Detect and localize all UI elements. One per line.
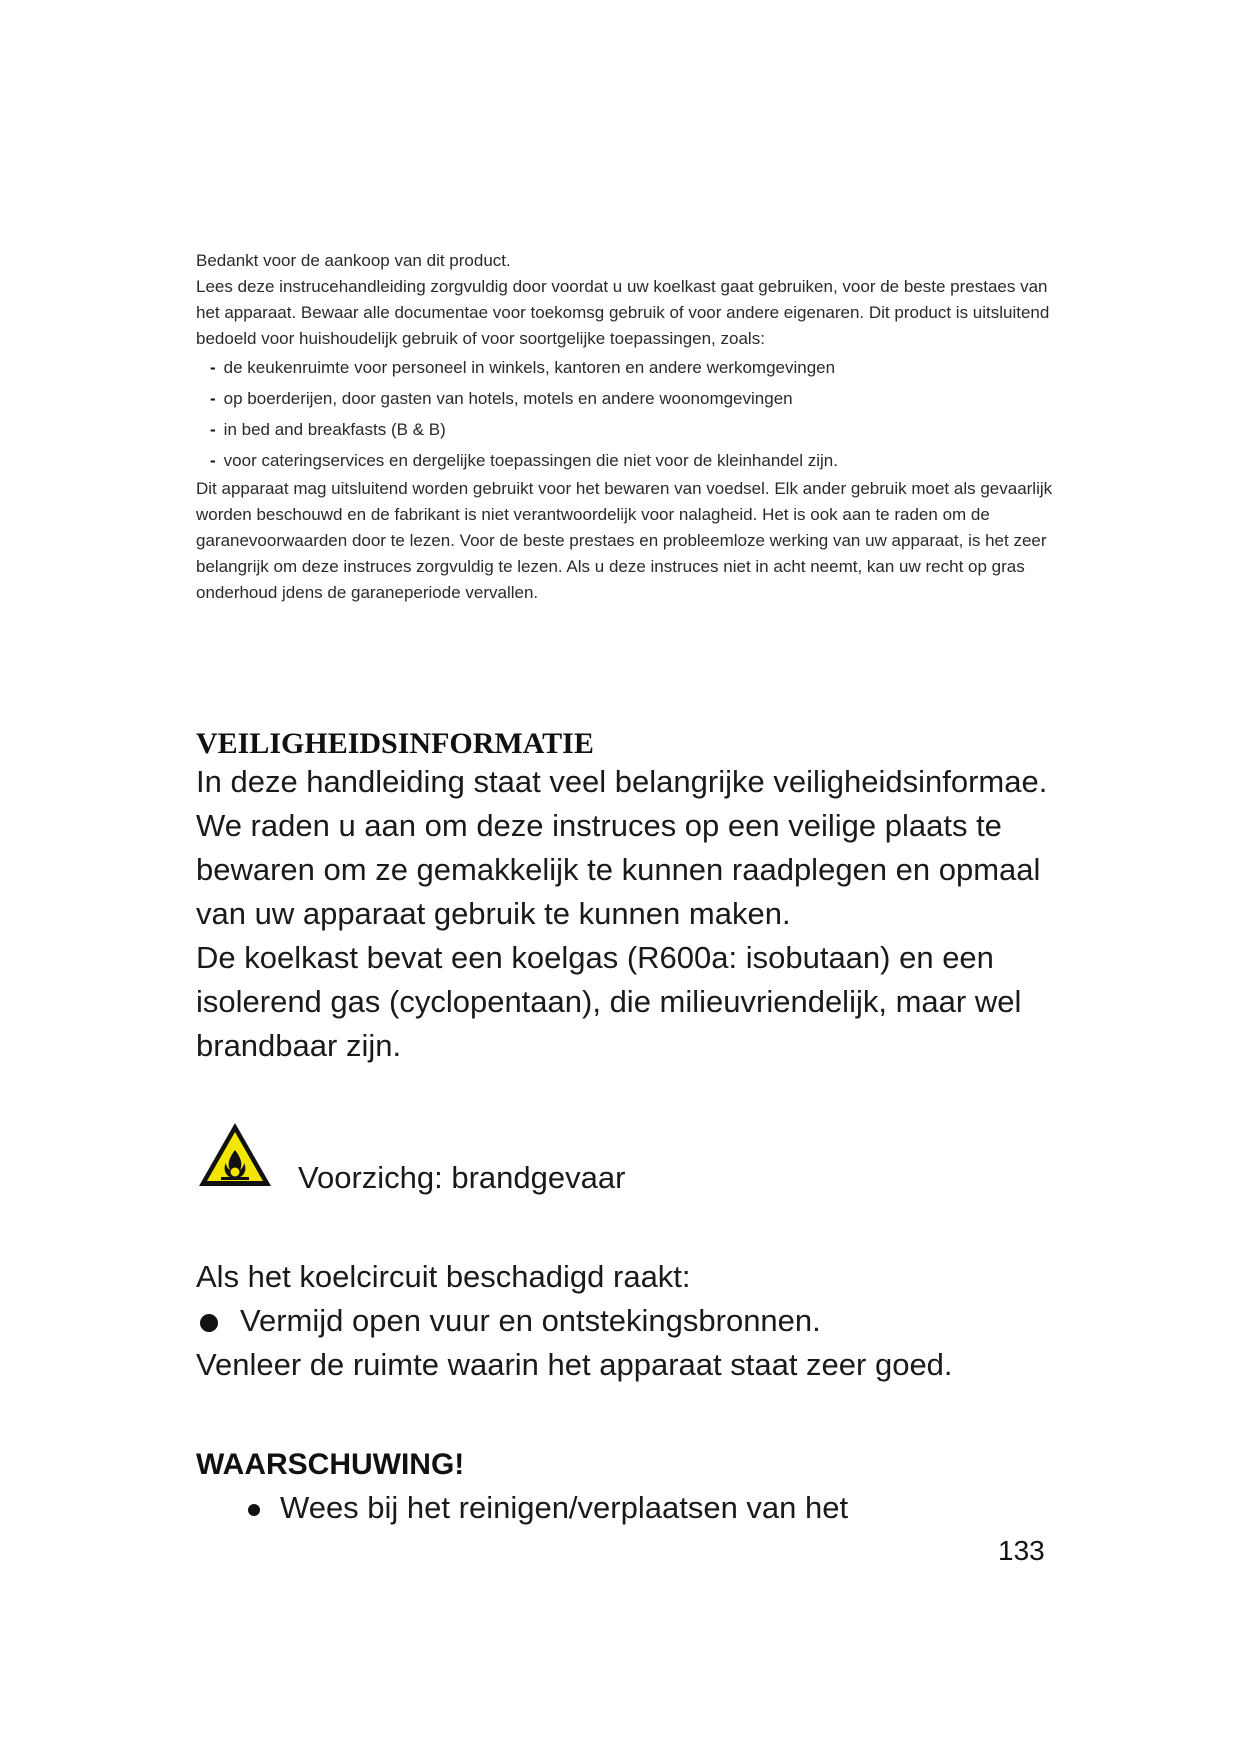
flammable-warning-icon bbox=[196, 1120, 274, 1190]
warning-bullet-text: Wees bij het reinigen/verplaatsen van het bbox=[280, 1490, 849, 1525]
bullet-icon bbox=[248, 1504, 260, 1516]
circuit-intro: Als het koelcircuit beschadigd raakt: bbox=[196, 1259, 691, 1294]
bullet-icon bbox=[200, 1314, 218, 1332]
intro-paragraph: Lees deze instrucehandleiding zorgvuldig door voordat u uw koelkast gaat gebruiken, voor de beste prestaes van het apparaat. Bewaar alle documentae voor toekomsg gebruik of voor andere eigenaren. Dit product is uitsluitend bedoeld voor huishoudelijk gebruik of voor soortgelijke toepassingen, zoals: bbox=[196, 277, 1050, 348]
intro-thanks: Bedankt voor de aankoop van dit product. bbox=[196, 251, 511, 270]
fire-warning-row bbox=[196, 1120, 1076, 1200]
usage-list bbox=[196, 352, 1056, 476]
list-item: - voor cateringservices en dergelijke toepassingen die niet voor de kleinhandel zijn. bbox=[210, 445, 1056, 476]
list-item bbox=[196, 1299, 1076, 1343]
circuit-bullet-text: Vermijd open vuur en ontstekingsbronnen. bbox=[240, 1303, 821, 1338]
safety-body bbox=[196, 760, 1076, 1068]
warning-bullet bbox=[248, 1490, 848, 1526]
warning-title: WAARSCHUWING! bbox=[196, 1448, 465, 1481]
safety-paragraph: In deze handleiding staat veel belangrijke veiligheidsinformae. We raden u aan om deze instruces op een veilige plaats te bewaren om ze gemakkelijk te kunnen raadplegen en opmaal van uw apparaat gebruik te kunnen maken. bbox=[196, 764, 1048, 931]
circuit-section bbox=[196, 1255, 1076, 1387]
list-item: - de keukenruimte voor personeel in winkels, kantoren en andere werkomgevingen bbox=[210, 352, 1056, 383]
safety-title: VEILIGHEIDSINFORMATIE bbox=[196, 727, 594, 760]
intro-section bbox=[196, 248, 1056, 606]
intro-closing: Dit apparaat mag uitsluitend worden gebruikt voor het bewaren van voedsel. Elk ander gebruik moet als gevaarlijk worden beschouwd en de fabrikant is niet verantwoordelijk voor nalagheid. Het is ook aan te raden om de garanevoorwaarden door te lezen. Voor de beste prestaes en probleemloze werking van uw apparaat, is het zeer belangrijk om deze instruces zorgvuldig te lezen. Als u deze instruces niet in acht neemt, kan uw recht op gras onderhoud jdens de garaneperiode vervallen. bbox=[196, 479, 1053, 602]
gas-paragraph: De koelkast bevat een koelgas (R600a: isobutaan) en een isolerend gas (cyclopentaan), die milieuvriendelijk, maar wel brandbaar zijn. bbox=[196, 940, 1022, 1063]
list-item: - in bed and breakfasts (B & B) bbox=[210, 414, 1056, 445]
list-item: - op boerderijen, door gasten van hotels, motels en andere woonomgevingen bbox=[210, 383, 1056, 414]
fire-hazard-caption: Voorzichg: brandgevaar bbox=[298, 1160, 626, 1195]
circuit-ventilate: Venleer de ruimte waarin het apparaat staat zeer goed. bbox=[196, 1347, 953, 1382]
page-number: 133 bbox=[998, 1535, 1045, 1566]
